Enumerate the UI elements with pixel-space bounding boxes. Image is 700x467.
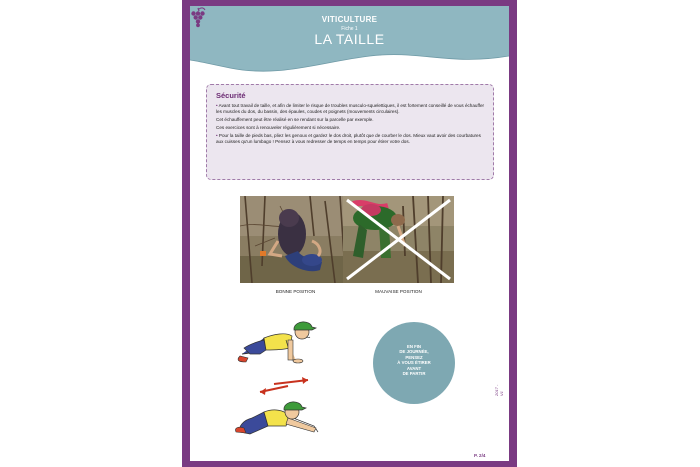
safety-paragraph-3: Ces exercices sont à renouveler régulièrement si nécessaire.: [216, 124, 341, 130]
safety-box: [206, 84, 494, 180]
header-banner: [190, 6, 509, 76]
domain-label: VITICULTURE: [321, 15, 378, 24]
page-title: LA TAILLE: [314, 31, 385, 47]
bullet-icon: •: [216, 133, 219, 139]
document-code: 2017 - V1: [494, 384, 504, 396]
bullet-icon: •: [216, 103, 219, 108]
safety-paragraph-2: Cet échauffement peut être réalisé en se rendant sur la parcelle par exemple.: [216, 116, 374, 122]
good-position-photo: [240, 196, 351, 283]
safety-paragraph-4: • Pour la taille de pieds bas, pliez les genoux et gardez le dos droit, plutôt que de courber le dos. Mieux vaut avoir des courbatures aux cuisses qu'un lumbago ! Pensez à vous redresser de temps en temps pour étirer votre dos.: [216, 133, 481, 144]
stretch-reminder-badge: [373, 322, 455, 404]
good-position-caption: BONNE POSITION: [275, 289, 316, 294]
stretching-illustration: [230, 316, 340, 436]
bad-position-photo: [343, 196, 454, 283]
grape-icon: [190, 6, 206, 28]
sheet-number: Fiche 1: [341, 26, 358, 32]
stretch-reminder-text: EN FIN DE JOURNÉE, PENSEZ À VOUS ÉTIRER AVANT DE PARTIR: [397, 344, 431, 377]
page-number: P. 2/4: [474, 453, 486, 458]
bad-position-caption: MAUVAISE POSITION: [375, 289, 422, 294]
safety-paragraph-1: • Avant tout travail de taille, et afin de limiter le risque de troubles musculo-squelettiques, il est fortement conseillé de vous échauffer les muscles du dos, du bassin, des épaules, coudes et poignets (mouvements circulaires).: [216, 103, 485, 114]
document-page: [190, 6, 509, 461]
safety-title: Sécurité: [216, 91, 246, 100]
